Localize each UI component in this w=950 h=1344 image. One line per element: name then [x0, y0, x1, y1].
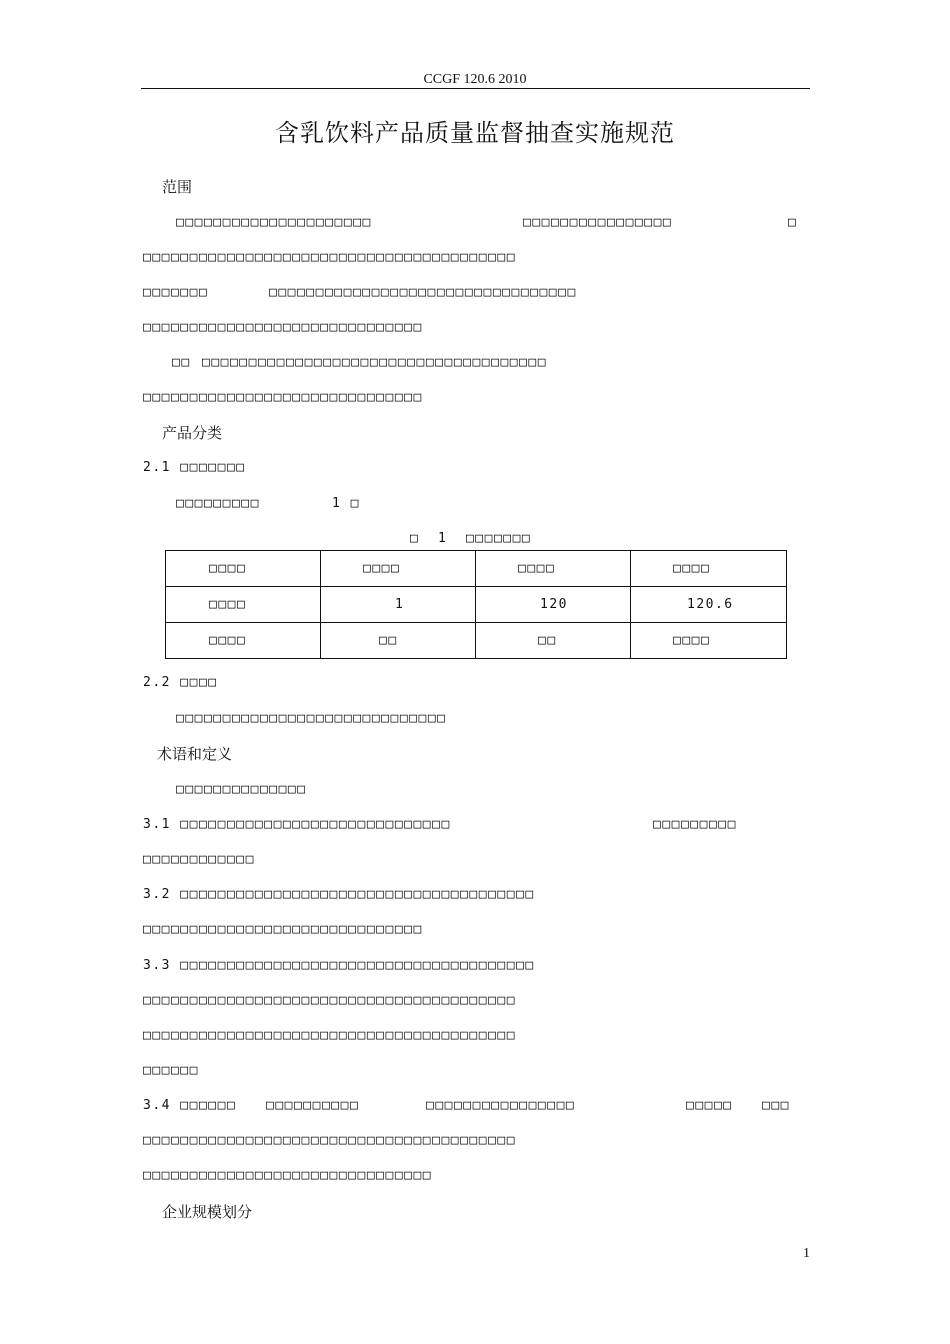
definition-3-2: 3.2 □□□□□□□□□□□□□□□□□□□□□□□□□□□□□□□□□□□□□□ [143, 887, 535, 902]
section-3-heading: 术语和定义 [157, 745, 233, 763]
paragraph-line: □□□□□□□□□ [653, 817, 737, 832]
paragraph-line: □□□□□□□□□□□□□□□□□□□□□□□□□□□□□ [176, 711, 447, 726]
paragraph-line: □□□□□□□□□□□□□□ [176, 782, 307, 797]
paragraph-line: □□□□□□□□□□□□□□□□□□□□□□□□□□□□□□ [143, 922, 423, 937]
paragraph-line: □□□□□□□□□□□□□□□□□□□□□ [176, 215, 372, 230]
paragraph-line: □□□□□□□□□□□□□□□□□□□□□□□□□□□□□□□□□□□□□□□□ [143, 1028, 517, 1043]
section-4-heading: 企业规模划分 [162, 1203, 253, 1221]
paragraph-line: □□□□□□□□□□□□□□□□□□□□□□□□□□□□□□□□□ [269, 285, 577, 300]
paragraph-line: □□□□□□□□□□ [266, 1098, 360, 1113]
document-title: 含乳饮料产品质量监督抽查实施规范 [275, 119, 675, 147]
paragraph-line: □□□□□□ [143, 1063, 199, 1078]
table-cell: □□□□ [166, 623, 321, 659]
paragraph-line: □□□□□□□□□□□□□□□□□□□□□□□□□□□□□□□□□□□□□□□□ [143, 993, 517, 1008]
paragraph-line: □□□ [762, 1098, 790, 1113]
paragraph-line: □□□□□□□□□□□□□□□□□□□□□□□□□□□□□□□□□□□□□ [202, 355, 548, 370]
table-cell: 120.6 [631, 587, 787, 623]
table-cell: □□□□ [476, 551, 631, 587]
paragraph-line: □□□□□□□□□□□□□□□□□□□□□□□□□□□□□□□□□□□□□□□□ [143, 1133, 517, 1148]
paragraph-line: □□□□□□□□□□□□□□□□□□□□□□□□□□□□□□□ [143, 1168, 433, 1183]
table-cell: □□□□ [631, 623, 787, 659]
classification-table [165, 550, 787, 659]
table-cell: □□ [476, 623, 631, 659]
header-rule [141, 88, 810, 89]
paragraph-line: □□□□□ [686, 1098, 733, 1113]
table-reference: 1 □ [332, 496, 360, 511]
section-2-heading: 产品分类 [162, 424, 223, 442]
paragraph-line: □□ [172, 355, 191, 370]
table-caption: □ 1 □□□□□□□ [410, 531, 532, 546]
definition-3-3: 3.3 □□□□□□□□□□□□□□□□□□□□□□□□□□□□□□□□□□□□□□ [143, 958, 535, 973]
subsection-2-2-heading: 2.2 □□□□ [143, 675, 218, 690]
document-code: CCGF 120.6 2010 [423, 72, 527, 87]
paragraph-line: □□□□□□□□□□□□□□□□□□□□□□□□□□□□□□ [143, 390, 423, 405]
paragraph-line: □□□□□□□□□□□□□□□□□□□□□□□□□□□□□□ [143, 320, 423, 335]
definition-3-1: 3.1 □□□□□□□□□□□□□□□□□□□□□□□□□□□□□ [143, 817, 451, 832]
table-cell: □□□□ [166, 551, 321, 587]
table-cell: 1 [321, 587, 476, 623]
table-row [166, 551, 787, 587]
paragraph-line: □□□□□□□ [143, 285, 209, 300]
table-cell: □□□□ [166, 587, 321, 623]
definition-3-4: 3.4 □□□□□□ [143, 1098, 237, 1113]
table-row [166, 623, 787, 659]
table-cell: □□□□ [321, 551, 476, 587]
subsection-2-1-heading: 2.1 □□□□□□□ [143, 460, 246, 475]
table-cell: □□ [321, 623, 476, 659]
section-1-heading: 范围 [162, 178, 193, 196]
paragraph-line: □□□□□□□□□□□□□□□□ [426, 1098, 576, 1113]
page-number: 1 [803, 1246, 810, 1261]
paragraph-line: □□□□□□□□□□□□□□□□□□□□□□□□□□□□□□□□□□□□□□□□ [143, 250, 517, 265]
table-row [166, 587, 787, 623]
paragraph-line: □ [788, 215, 798, 230]
table-cell: 120 [476, 587, 631, 623]
paragraph-line: □□□□□□□□□□□□ [143, 852, 255, 867]
paragraph-line: □□□□□□□□□ [176, 496, 260, 511]
table-cell: □□□□ [631, 551, 787, 587]
paragraph-line: □□□□□□□□□□□□□□□□ [523, 215, 673, 230]
